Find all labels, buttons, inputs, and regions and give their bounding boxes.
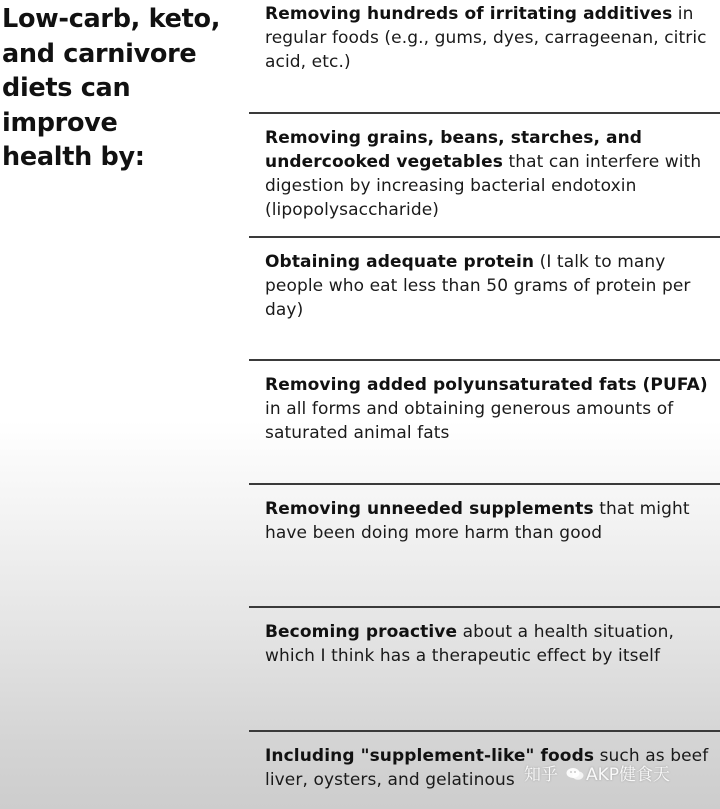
item-bold: Becoming proactive [265,622,458,642]
item-text [265,497,716,545]
item-bold: Including "supplement-like" foods [265,746,595,766]
item-bold: Removing added polyunsaturated fats (PUFA) [265,375,708,395]
title-line-2: and carnivore [2,38,197,69]
watermark-left-text: 知乎 [524,765,558,785]
benefit-list [249,0,720,809]
list-item [249,359,720,483]
item-rest: (I talk to many people who eat less than 50 grams of protein per day) [265,252,691,320]
list-item [249,483,720,607]
wechat-icon [566,764,584,778]
item-bold: Removing unneeded supplements [265,499,594,519]
item-rest: that might have been doing more harm than good [265,499,690,543]
item-rest: such as beef liver, oysters, and gelatinous [265,746,709,790]
title-line-4: health by: [2,142,145,172]
list-item [249,0,720,124]
item-rest: about a health situation, which I think has a therapeutic effect by itself [265,622,675,666]
item-text [265,250,716,322]
item-text [265,126,716,222]
list-item [249,606,720,730]
item-rest: in regular foods (e.g., gums, dyes, carrageenan, citric acid, etc.) [265,4,707,72]
list-item [249,236,720,360]
item-text [265,373,716,445]
item-bold: Removing hundreds of irritating additives [265,4,673,24]
watermark [524,763,670,787]
title-line-1: Low-carb, keto, [2,4,221,34]
item-rest: in all forms and obtaining generous amounts of saturated animal fats [265,399,674,443]
item-rest: that can interfere with digestion by increasing bacterial endotoxin (lipopolysaccharide) [265,152,702,220]
list-item [249,112,720,236]
item-text [265,2,716,74]
item-bold: Removing grains, beans, starches, and undercooked vegetables [265,128,643,172]
page-title [2,2,242,175]
item-bold: Obtaining adequate protein [265,252,535,272]
watermark-right-text: AKP健食天 [586,765,671,785]
title-line-3: diets can improve [2,73,131,138]
item-text [265,620,716,668]
